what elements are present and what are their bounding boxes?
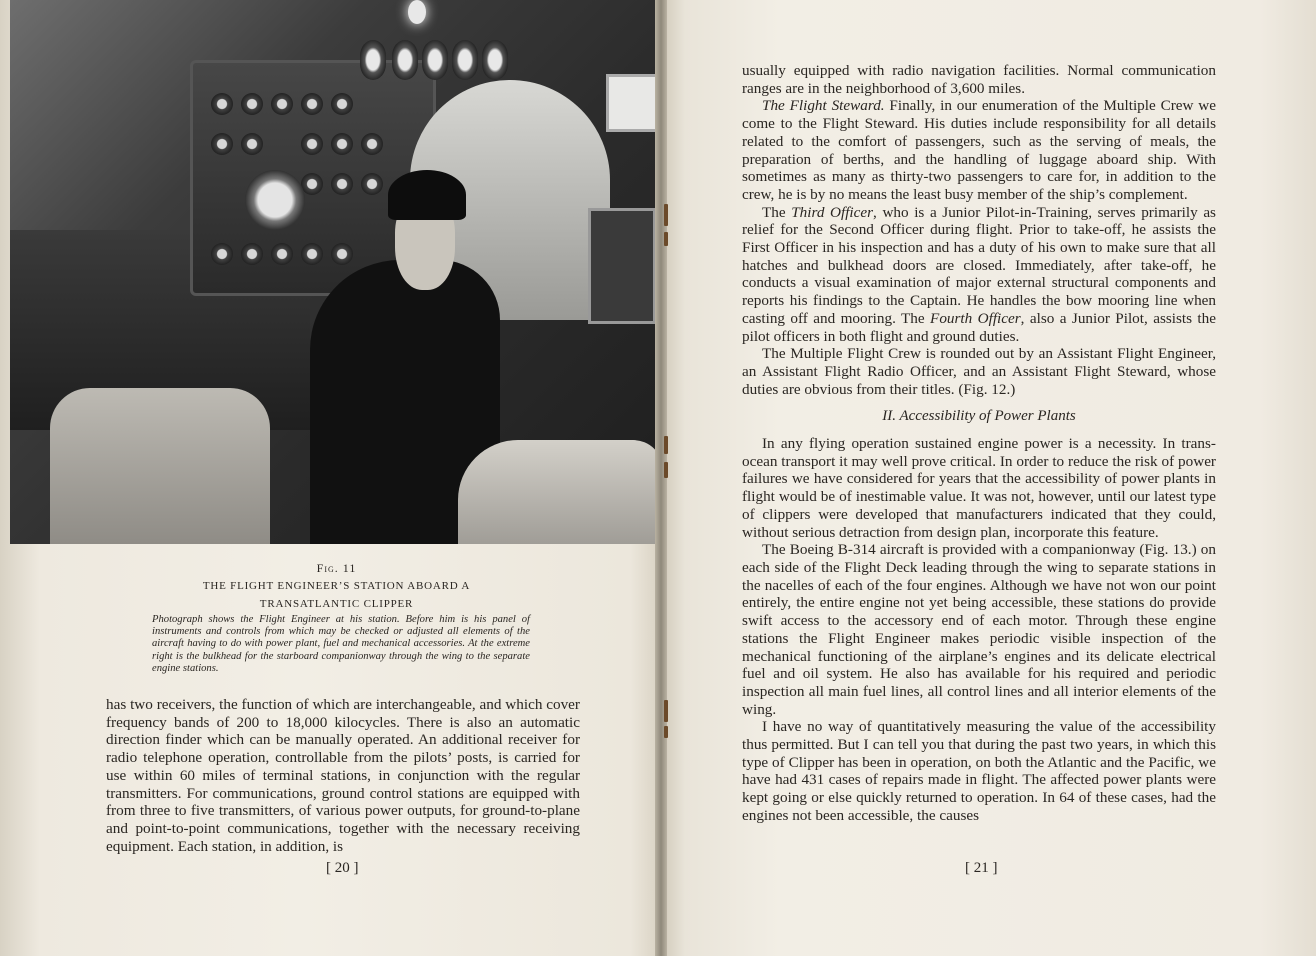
staple-2	[664, 436, 668, 454]
page-number-right: [ 21 ]	[965, 860, 998, 876]
photo-chair-left	[50, 388, 270, 544]
right-paragraph-2	[742, 97, 1216, 203]
third-officer-lead: The	[762, 203, 792, 221]
book-gutter	[655, 0, 667, 956]
right-paragraph-5: In any flying operation sustained engine power is a necessity. In trans-ocean transport it may well prove critical. In order to reduce the risk of power failures we have considered for years that the accessibility of power plants in flight would be of inestimable value. It was not, however, until our latest type of clippers were developed that manufacturers indicated that they could, without serious detraction from design plan, incorporate this feature.	[742, 435, 1216, 541]
photo-engineer-cap	[388, 170, 466, 220]
right-paragraph-4: The Multiple Flight Crew is rounded out by an Assistant Flight Engineer, an Assistant Flight Radio Officer, and an Assistant Flight Steward, whose duties are obvious from their titles. (Fig. 12.)	[742, 345, 1216, 398]
figure-label: Fig. 11	[316, 561, 357, 575]
section-heading: II. Accessibility of Power Plants	[882, 408, 1076, 425]
photo-side-panel	[588, 208, 656, 324]
right-body-text	[742, 62, 1216, 825]
left-paragraph: has two receivers, the function of which are interchangeable, and which cover frequency bands of 200 to 18,000 kilocycles. There is also an automatic direction finder which can be manually operated. An additional receiver for radio telephone operation, controllable from the pilots’ posts, is carried for use within 60 miles of terminal stations, in conjunction with the regular transmitters. For communications, ground control stations are equipped with from three to five transmitters, of various power outputs, for ground-to-plane and point-to-point communications, together with the necessary receiving equipment. Each station, in addition, is	[106, 696, 580, 855]
photo-ceiling-light	[408, 0, 426, 24]
staple-3	[664, 700, 668, 722]
figure-title-line1: THE FLIGHT ENGINEER’S STATION ABOARD A	[202, 580, 471, 592]
figure-title-line2: TRANSATLANTIC CLIPPER	[259, 598, 414, 610]
flight-steward-title: The Flight Steward.	[762, 97, 885, 115]
page-number-left: [ 20 ]	[326, 860, 359, 876]
third-officer-text: , who is a Junior Pilot-in-Training, serves primarily as relief for the Second Officer during flight. Prior to take-off, he assists the First Officer in his inspection and has a duty of his own to make sure that all hatches and bulkhead doors are closed. Immediately, after take-off, he conducts a visual examination of major external structural components and reports his findings to the Captain. He handles the bow mooring line when casting off and mooring. The	[742, 203, 1216, 327]
fourth-officer-title: Fourth Officer	[930, 309, 1021, 327]
flight-engineer-photograph	[10, 0, 663, 544]
right-paragraph-6: The Boeing B-314 aircraft is provided with a companionway (Fig. 13.) on each side of the Flight Deck leading through the wing to separate stations in the nacelles of each of the four engines. Although we have not won our point entirely, the entire engine not yet being accessible, these stations do provide swift access to the accessory end of each motor. Through these engine stations the Flight Engineer makes periodic visible inspection of the mechanical functioning of the airplane’s engines and its delicate electrical fuel and oil system. He also has available for his required and periodic inspection all main fuel lines, all control lines and all interior elements of the wing.	[742, 541, 1216, 718]
staple-1	[664, 204, 668, 226]
third-officer-title: Third Officer	[791, 203, 874, 221]
staple-1b	[664, 232, 668, 246]
photo-large-dial	[245, 170, 305, 230]
left-body-text	[106, 696, 580, 855]
fourth-officer-text: , also a Junior Pilot, assists the pilot officers in both flight and ground duties.	[742, 309, 1216, 345]
photo-chair-right	[458, 440, 663, 544]
staple-2b	[664, 462, 668, 478]
flight-steward-text: Finally, in our enumeration of the Multiple Crew we come to the Flight Steward. His duties include responsibility for all details related to the comfort of passengers, such as the serving of meals, the preparation of berths, and the handling of luggage aboard ship. With sometimes as many as thirty-two passengers to care for, in addition to the crew, he is by no means the least busy member of the ship’s complement.	[742, 97, 1217, 203]
photo-switch-box	[606, 74, 660, 132]
staple-3b	[664, 726, 668, 738]
right-paragraph-7: I have no way of quantitatively measuring the value of the accessibility thus permitted. But I can tell you that during the past two years, in which this type of Clipper has been in operation, on both the Atlantic and the Pacific, we have had 431 cases of repairs made in flight. The affected power plants were kept going or else quickly returned to operation. In 64 of these cases, had the engines not been accessible, the causes	[742, 718, 1216, 824]
right-paragraph-3	[742, 204, 1216, 346]
right-paragraph-1: usually equipped with radio navigation facilities. Normal communication ranges are in the neighborhood of 3,600 miles.	[742, 62, 1216, 97]
figure-description: Photograph shows the Flight Engineer at his station. Before him is his panel of instruments and controls from which may be checked or adjusted all elements of the aircraft having to do with power plant, fuel and mechanical accessories. At the extreme right is the bulkhead for the starboard companionway through the wing to the separate engine stations.	[152, 614, 530, 674]
